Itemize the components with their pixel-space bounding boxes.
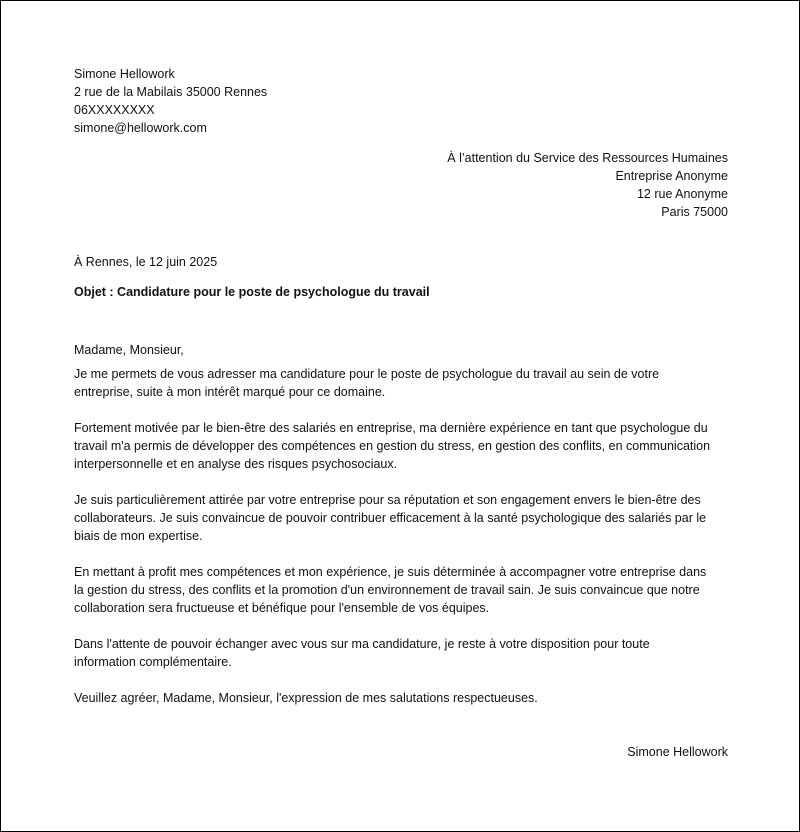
paragraph-line: travail m'a permis de développer des compétences en gestion du stress, en gestion des conflits, en communication [74, 439, 711, 453]
paragraph-5 [74, 635, 728, 671]
sender-phone: 06XXXXXXXX [74, 103, 155, 117]
paragraph-3 [74, 491, 728, 545]
signature: Simone Hellowork [627, 745, 728, 759]
recipient-block [74, 149, 728, 221]
paragraph-line: En mettant à profit mes compétences et mon expérience, je suis déterminée à accompagner votre entreprise dans [74, 565, 707, 579]
paragraph-line: biais de mon expertise. [74, 529, 203, 543]
closing-line: Veuillez agréer, Madame, Monsieur, l'expression de mes salutations respectueuses. [74, 691, 538, 705]
sender-block [74, 65, 728, 137]
paragraph-line: information complémentaire. [74, 655, 232, 669]
letter-content [74, 65, 728, 761]
paragraph-line: collaborateurs. Je suis convaincue de pouvoir contribuer efficacement à la santé psychologique des salariés par le [74, 511, 707, 525]
paragraph-line: entreprise, suite à mon intérêt marqué pour ce domaine. [74, 385, 386, 399]
paragraph-line: Je suis particulièrement attirée par votre entreprise pour sa réputation et son engagement envers le bien-être des [74, 493, 701, 507]
paragraph-line: Je me permets de vous adresser ma candidature pour le poste de psychologue du travail au sein de votre [74, 367, 660, 381]
paragraph-line: Fortement motivée par le bien-être des salariés en entreprise, ma dernière expérience en tant que psychologue du [74, 421, 708, 435]
paragraph-line: Dans l'attente de pouvoir échanger avec vous sur ma candidature, je reste à votre disposition pour toute [74, 637, 650, 651]
paragraph-line: interpersonnelle et en analyse des risques psychosociaux. [74, 457, 398, 471]
paragraph-2 [74, 419, 728, 473]
paragraph-line: collaboration sera fructueuse et bénéfique pour l'ensemble de vos équipes. [74, 601, 490, 615]
date-line: À Rennes, le 12 juin 2025 [74, 255, 218, 269]
recipient-company: Entreprise Anonyme [615, 169, 728, 183]
paragraph-line: la gestion du stress, des conflits et la promotion d'un environnement de travail sain. Je suis convaincue que notre [74, 583, 700, 597]
paragraph-4 [74, 563, 728, 617]
recipient-city: Paris 75000 [661, 205, 728, 219]
sender-name: Simone Hellowork [74, 67, 175, 81]
sender-address: 2 rue de la Mabilais 35000 Rennes [74, 85, 268, 99]
salutation: Madame, Monsieur, [74, 343, 184, 357]
subject-line: Objet : Candidature pour le poste de psychologue du travail [74, 285, 430, 299]
recipient-street: 12 rue Anonyme [636, 187, 728, 201]
recipient-attention: À l’attention du Service des Ressources Humaines [447, 151, 728, 165]
sender-email: simone@hellowork.com [74, 121, 207, 135]
paragraph-1 [74, 365, 728, 401]
